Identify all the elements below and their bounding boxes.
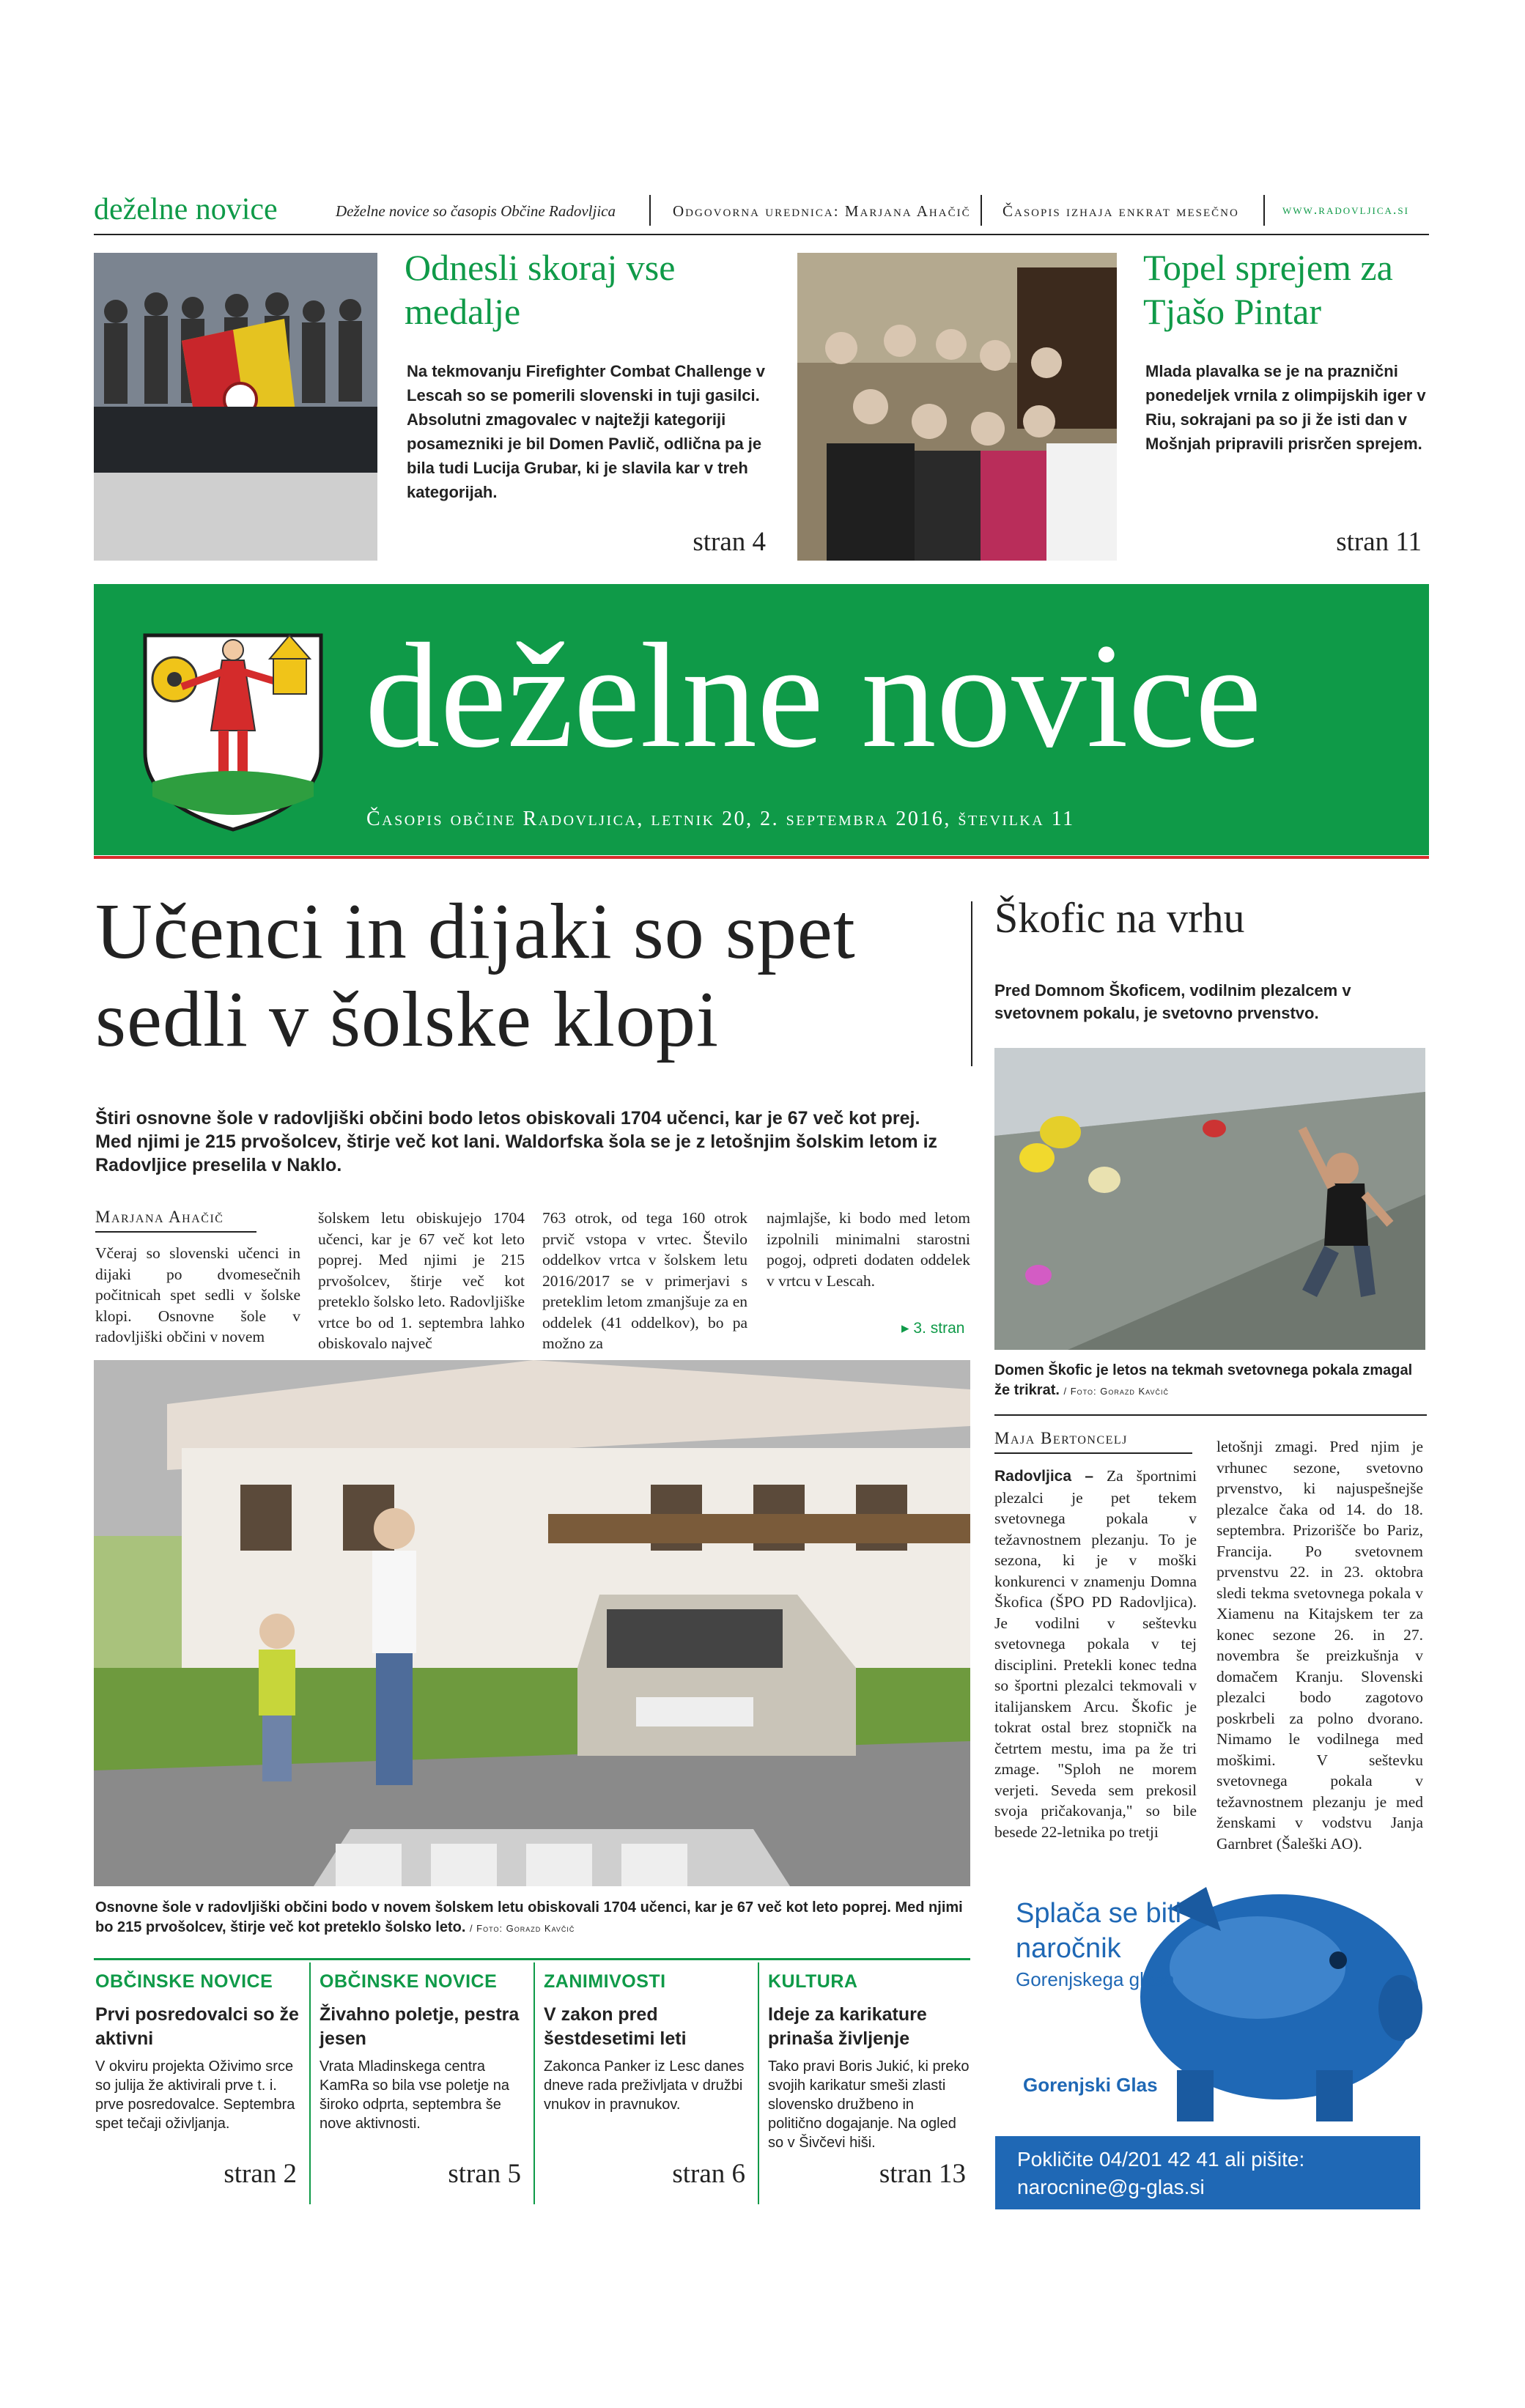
ad-contact-bar — [995, 2136, 1420, 2209]
bottom-1-text: V okviru projekta Oživimo srce so julija že aktivirali prve t. i. prve posredovalce. Septembra spet tečaji oživljanja. — [95, 2058, 295, 2132]
masthead-title: deželne novice — [365, 613, 1262, 779]
header-brand: deželne novice — [94, 193, 278, 226]
bottom-4-text: Tako pravi Boris Jukić, ki preko svojih karikatur smeši zlasti slovensko družbeno in politično dogajanje. Na ogled so v Šivčevi hiši. — [768, 2058, 970, 2151]
ad-headline-1: Splača se biti — [1016, 1898, 1182, 1929]
ad-cta-1: Pokličite 04/201 42 41 ali pišite: — [1017, 2148, 1305, 2171]
firefighters-photo — [94, 253, 377, 561]
lead-photo-caption — [95, 1898, 967, 1938]
bottom-2-title: Živahno poletje, pestra jesen — [320, 2004, 520, 2049]
ad-subhead: Gorenjskega glasa — [1016, 1968, 1175, 1990]
side-photo-caption — [994, 1361, 1427, 1401]
lead-continue[interactable] — [901, 1319, 964, 1337]
header-frequency: Časopis izhaja enkrat mesečno — [1002, 202, 1239, 220]
divider — [758, 1962, 759, 2204]
lead-byline — [95, 1208, 256, 1233]
side-author: Maja Bertoncelj — [994, 1429, 1128, 1447]
side-col-1 — [994, 1466, 1197, 1842]
school-street-photo — [94, 1360, 970, 1886]
ad-headline-2: naročnik — [1016, 1933, 1121, 1964]
masthead — [94, 584, 1429, 855]
divider — [533, 1962, 535, 2204]
bottom-green-rule — [94, 1958, 970, 1960]
side-byline — [994, 1429, 1192, 1454]
divider — [1263, 195, 1265, 226]
side-photo-credit: / Foto: Gorazd Kavčič — [1063, 1386, 1169, 1397]
header-website[interactable]: www.radovljica.si — [1282, 202, 1409, 217]
lead-continue-label: 3. stran — [913, 1320, 965, 1337]
climber-photo-art — [994, 1048, 1425, 1350]
bottom-3-text: Zakonca Panker iz Lesc danes dneve rada preživljata v družbi vnukov in pravnukov. — [544, 2058, 745, 2113]
byline-rule — [95, 1231, 256, 1233]
lead-headline[interactable]: Učenci in dijaki so spet sedli v šolske klopi — [95, 888, 856, 1063]
climber-photo — [994, 1048, 1425, 1350]
bottom-3-page-ref[interactable]: stran 6 — [672, 2159, 745, 2189]
bottom-3-section: ZANIMIVOSTI — [544, 1971, 666, 1992]
bottom-2-text: Vrata Mladinskega centra KamRa so bila vse poletje na široko odprta, septembra še nove aktivnosti. — [320, 2058, 510, 2132]
side-place: Radovljica – — [994, 1468, 1094, 1485]
arrow-right-icon: ▸ — [901, 1320, 914, 1337]
lead-col-4: najmlajše, ki bodo med letom izpolnili minimalni starostni pogoj, odpreti dodaten oddelek v vrtcu v Lescah. — [767, 1209, 970, 1290]
header-rule — [94, 234, 1429, 235]
divider — [981, 195, 982, 226]
lead-photo-credit: / Foto: Gorazd Kavčič — [469, 1923, 575, 1934]
top-story-2-page-ref[interactable]: stran 11 — [1336, 527, 1422, 557]
lead-author: Marjana Ahačič — [95, 1208, 224, 1226]
bottom-1-title: Prvi posredovalci so že aktivni — [95, 2004, 299, 2049]
bottom-1-section: OBČINSKE NOVICE — [95, 1971, 273, 1992]
bottom-4-title: Ideje za karikature prinaša življenje — [768, 2004, 927, 2049]
byline-rule — [994, 1452, 1192, 1454]
top-story-2-summary: Mlada plavalka se je na praznični ponedeljek vrnila z olimpijskih iger v Riu, sokrajani pa so ji že isti dan v Mošnjah pripravili prisrčen sprejem. — [1145, 362, 1426, 453]
lead-col-1: Včeraj so slovenski učenci in dijaki po dvomesečnih počitnicah spet sedli v šolske klopi. Osnovne šole v radovljiški občini v novem — [95, 1244, 300, 1345]
side-lead: Pred Domnom Škoficem, vodilnim plezalcem v svetovnem pokalu, je svetovno prvenstvo. — [994, 981, 1351, 1022]
top-story-2-title[interactable]: Topel sprejem za Tjašo Pintar — [1143, 247, 1393, 332]
ad-cta-2[interactable]: narocnine@g-glas.si — [1017, 2176, 1205, 2198]
side-col-1-text: Za športnimi plezalci je pet tekem svetovnega pokala v težavnostnem plezanju. To je sezona, ki je v moški konkurenci v znamenju Domna Škofica (ŠPO PD Radovljica). Je vodilni v seštevku svetovnega pokala v tej disciplini. Pretekli konec tedna so športni plezalci tekmovali v italijanskem Arcu. Škofic je tokrat ostal brez stopničk na četrtem mestu, ima pa že tri zmage. "Sploh ne morem verjeti. Seveda sem prekosil svoja pričakovanja," so bile besede 22-letnika po tretji — [994, 1467, 1197, 1841]
lead-col-2: šolskem letu obiskujejo 1704 učenci, kar je 67 več kot leto poprej. Med njimi je 215 prvošolcev, štirje več kot preteklo šolsko leto. Radovljiške vrtce bo od 1. septembra lahko obiskovalo največ — [318, 1209, 525, 1352]
masthead-red-rule — [94, 856, 1429, 859]
masthead-subtitle: Časopis občine Radovljica, letnik 20, 2. septembra 2016, številka 11 — [366, 808, 1075, 830]
bottom-3-title: V zakon pred šestdesetimi leti — [544, 2004, 687, 2049]
ad-logo: Gorenjski Glas — [1023, 2074, 1158, 2096]
top-header — [94, 192, 1429, 236]
side-rule — [994, 1414, 1427, 1416]
side-photo-caption-text: Domen Škofic je letos na tekmah svetovnega pokala zmagal že trikrat. — [994, 1362, 1413, 1398]
bottom-2-page-ref[interactable]: stran 5 — [448, 2159, 521, 2189]
divider — [971, 901, 972, 1066]
firefighters-photo-art — [94, 253, 377, 561]
lead-col-3: 763 otrok, od tega 160 otrok prvič vstopa v vrtec. Število oddelkov vrtca v šolskem letu 2016/2017 se v primerjavi s preteklim letom zmanjšuje za en oddelek (41 oddelkov), bo pa možno za — [542, 1209, 747, 1352]
lead-photo-caption-text: Osnovne šole v radovljiški občini bodo v novem šolskem letu obiskovali 1704 učenci, kar je 67 več kot leto poprej. Med njimi bo 215 prvošolcev, štirje več kot preteklo šolsko leto. — [95, 1899, 963, 1935]
coat-of-arms-emblem — [138, 613, 328, 833]
top-story-1-page-ref[interactable]: stran 4 — [693, 527, 766, 557]
bottom-4-section: KULTURA — [768, 1971, 858, 1992]
reception-photo — [797, 253, 1117, 561]
header-tagline: Deželne novice so časopis Občine Radovljica — [336, 202, 616, 220]
header-editor: Odgovorna urednica: Marjana Ahačič — [673, 202, 971, 220]
top-story-1-summary: Na tekmovanju Firefighter Combat Challenge v Lescah so se pomerili slovenski in tuji gasilci. Absolutni zmagovalec v najtežji kategoriji posamezniki je bil Domen Pavlič, odlična pa je bila tudi Lucija Grubar, ki je slavila kar v treh kategorijah. — [407, 362, 765, 501]
lead-paragraph: Štiri osnovne šole v radovljiški občini bodo letos obiskovali 1704 učenci, kar je 67 več kot prej. Med njimi je 215 prvošolcev, štirje več kot lani. Waldorfska šola se je z letošnjim šolskim letom iz Radovljice preselila v Naklo. — [95, 1108, 938, 1175]
side-col-2: letošnji zmagi. Pred njim je vrhunec sezone, svetovno prvenstvo, ki najuspešnejše plezalce čaka od 14. do 18. septembra. Prizorišče bo Pariz, Francija. Po svetovnem prvenstvu 22. in 23. oktobra sledi tekma svetovnega pokala v Xiamenu na Kitajskem ter za konec sezone 26. in 27. novembra še preizkušnja v domačem Kranju. Slovenski plezalci bodo zagotovo poskrbeli za polno dvorano. Nimamo le vodilnega med moškimi. V seštevku svetovnega pokala v težavnostnem plezanju je med ženskami v vodstvu Janja Garnbret (Šaleški AO). — [1216, 1438, 1423, 1853]
bottom-1-page-ref[interactable]: stran 2 — [224, 2159, 297, 2189]
reception-photo-art — [797, 253, 1117, 561]
subscription-ad[interactable] — [986, 1869, 1426, 2213]
bottom-2-section: OBČINSKE NOVICE — [320, 1971, 498, 1992]
side-headline[interactable]: Škofic na vrhu — [994, 894, 1245, 942]
divider — [649, 195, 651, 226]
school-street-photo-art — [94, 1360, 970, 1886]
bottom-4-page-ref[interactable]: stran 13 — [879, 2159, 966, 2189]
top-story-1-title[interactable]: Odnesli skoraj vse medalje — [405, 247, 676, 332]
divider — [309, 1962, 311, 2204]
